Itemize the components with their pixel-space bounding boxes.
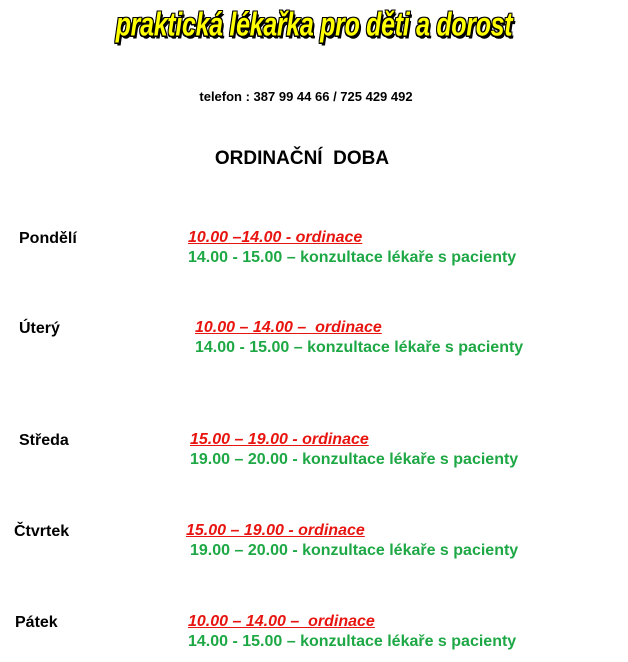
day-name: Čtvrtek bbox=[14, 523, 70, 540]
page-title: ORDINAČNÍ DOBA bbox=[214, 148, 390, 169]
schedule-row-friday bbox=[0, 612, 628, 662]
consultation-hours: 19.00 – 20.00 - konzultace lékaře s pacienty bbox=[190, 542, 519, 559]
phone-number: telefon : 387 99 44 66 / 725 429 492 bbox=[199, 89, 413, 104]
consultation-hours: 14.00 - 15.00 – konzultace lékaře s pacienty bbox=[188, 633, 517, 650]
ordinace-hours: 10.00 – 14.00 – ordinace bbox=[195, 319, 382, 336]
practice-banner: praktická lékařka pro děti a dorost bbox=[115, 6, 513, 44]
day-name: Pátek bbox=[15, 614, 58, 631]
schedule-row-tuesday bbox=[0, 318, 628, 368]
consultation-hours: 14.00 - 15.00 – konzultace lékaře s pacienty bbox=[188, 249, 517, 266]
schedule-row-thursday bbox=[0, 521, 628, 571]
day-name: Pondělí bbox=[19, 230, 77, 247]
ordinace-hours: 10.00 –14.00 - ordinace bbox=[188, 229, 363, 246]
ordinace-hours: 15.00 – 19.00 - ordinace bbox=[190, 431, 369, 448]
day-name: Úterý bbox=[19, 320, 60, 337]
schedule-row-monday bbox=[0, 228, 628, 278]
ordinace-hours: 15.00 – 19.00 - ordinace bbox=[186, 522, 365, 539]
ordinace-hours: 10.00 – 14.00 – ordinace bbox=[188, 613, 375, 630]
consultation-hours: 19.00 – 20.00 - konzultace lékaře s pacienty bbox=[190, 451, 519, 468]
day-name: Středa bbox=[19, 432, 69, 449]
consultation-hours: 14.00 - 15.00 – konzultace lékaře s pacienty bbox=[195, 339, 524, 356]
schedule-row-wednesday bbox=[0, 430, 628, 480]
